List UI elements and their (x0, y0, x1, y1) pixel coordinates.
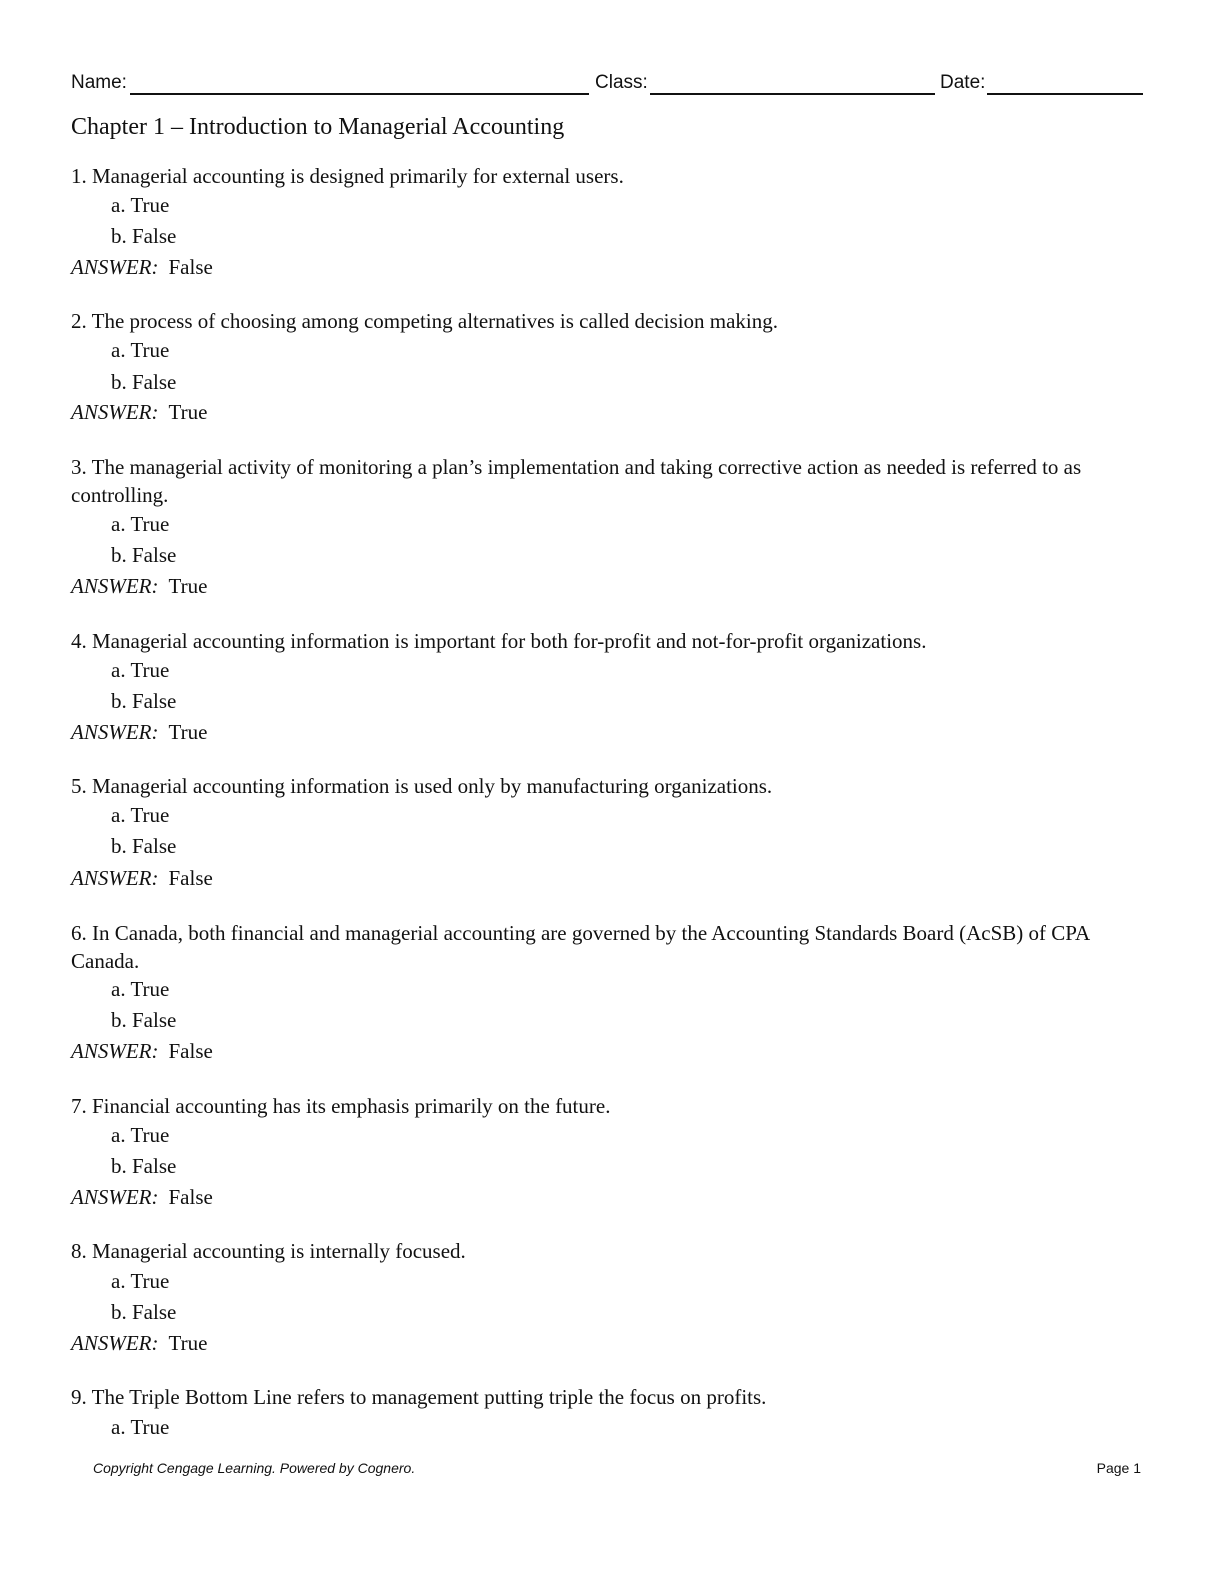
question-5-answer (71, 864, 213, 892)
answer-label: ANSWER: (71, 400, 159, 424)
date-label: Date: (940, 72, 986, 93)
answer-label: ANSWER: (71, 574, 159, 598)
question-1-option-a: a. True (111, 193, 170, 217)
copyright-text: Copyright Cengage Learning. Powered by Cognero. (93, 1460, 416, 1476)
chapter-title: Chapter 1 – Introduction to Managerial Accounting (71, 114, 565, 140)
question-3-answer (71, 572, 207, 600)
question-9-option-a: a. True (111, 1415, 170, 1439)
question-7-answer (71, 1183, 213, 1211)
question-4-answer (71, 718, 207, 746)
question-7-stem: 7. Financial accounting has its emphasis primarily on the future. (71, 1094, 611, 1118)
question-1-answer (71, 253, 213, 281)
answer-value: True (168, 400, 208, 424)
question-1-option-b: b. False (111, 224, 177, 248)
question-9-stem: 9. The Triple Bottom Line refers to management putting triple the focus on profits. (71, 1385, 767, 1409)
question-7-option-b: b. False (111, 1154, 177, 1178)
question-8-option-a: a. True (111, 1269, 170, 1293)
question-6-option-a: a. True (111, 977, 170, 1001)
answer-label: ANSWER: (71, 1185, 159, 1209)
answer-value: False (168, 255, 213, 279)
answer-label: ANSWER: (71, 1331, 159, 1355)
page-footer (93, 1460, 1141, 1480)
question-3-option-a: a. True (111, 512, 170, 536)
answer-value: True (168, 720, 208, 744)
answer-label: ANSWER: (71, 866, 159, 890)
name-label: Name: (71, 72, 127, 93)
question-3-stem: 3. The managerial activity of monitoring a plan’s implementation and taking corrective action as needed is referred to as controlling. (71, 455, 1082, 507)
student-info-header (71, 70, 1143, 98)
question-5-option-b: b. False (111, 834, 177, 858)
question-1-stem: 1. Managerial accounting is designed primarily for external users. (71, 164, 624, 188)
question-8-answer (71, 1329, 207, 1357)
question-2-option-a: a. True (111, 338, 170, 362)
answer-label: ANSWER: (71, 720, 159, 744)
question-2-answer (71, 398, 207, 426)
page-number: Page 1 (1096, 1460, 1141, 1476)
question-2-option-b: b. False (111, 370, 177, 394)
name-blank-line (130, 93, 589, 95)
class-blank-line (650, 93, 935, 95)
question-6-stem: 6. In Canada, both financial and managerial accounting are governed by the Accounting Standards Board (AcSB) of CPA Canada. (71, 921, 1090, 973)
question-4-stem: 4. Managerial accounting information is important for both for-profit and not-for-profit organizations. (71, 629, 927, 653)
answer-value: False (168, 866, 213, 890)
question-7-option-a: a. True (111, 1123, 170, 1147)
question-8-stem: 8. Managerial accounting is internally focused. (71, 1239, 466, 1263)
question-8-option-b: b. False (111, 1300, 177, 1324)
answer-value: False (168, 1185, 213, 1209)
question-6-answer (71, 1037, 213, 1065)
question-4-option-a: a. True (111, 658, 170, 682)
question-5-option-a: a. True (111, 803, 170, 827)
answer-value: True (168, 574, 208, 598)
answer-label: ANSWER: (71, 255, 159, 279)
answer-label: ANSWER: (71, 1039, 159, 1063)
date-blank-line (987, 93, 1143, 95)
class-label: Class: (595, 72, 648, 93)
question-5-stem: 5. Managerial accounting information is used only by manufacturing organizations. (71, 774, 773, 798)
question-3-option-b: b. False (111, 543, 177, 567)
question-2-stem: 2. The process of choosing among competing alternatives is called decision making. (71, 309, 779, 333)
answer-value: False (168, 1039, 213, 1063)
question-6-option-b: b. False (111, 1008, 177, 1032)
question-4-option-b: b. False (111, 689, 177, 713)
answer-value: True (168, 1331, 208, 1355)
